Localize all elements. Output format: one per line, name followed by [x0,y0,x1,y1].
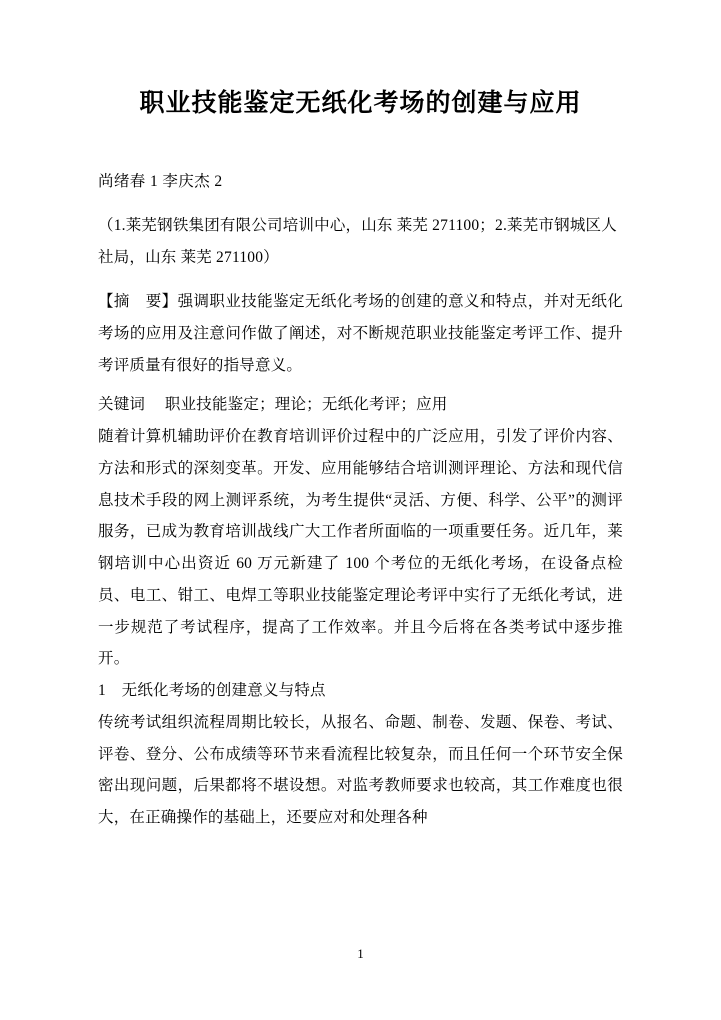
affiliation-line: （1.莱芜钢铁集团有限公司培训中心，山东 莱芜 271100；2.莱芜市钢城区人社局，山东 莱芜 271100） [98,217,617,267]
body-paragraph-1: 随着计算机辅助评价在教育培训评价过程中的广泛应用，引发了评价内容、方法和形式的深刻变革。开发、应用能够结合培训测评理论、方法和现代信息技术手段的网上测评系统，为考生提供“灵活、方便、科学、公平”的测评服务，已成为教育培训战线广大工作者所面临的一项重要任务。近几年，莱钢培训中心出资近 60 万元新建了 100 个考位的无纸化考场，在设备点检员、电工、钳工、电焊工等职业技能鉴定理论考评中实行了无纸化考试，进一步规范了考试程序，提高了工作效率。并且今后将在各类考试中逐步推开。 [98,428,623,668]
page-number: 1 [357,946,364,961]
author-line: 尚绪春 1 李庆杰 2 [98,173,223,190]
abstract-paragraph: 【摘 要】强调职业技能鉴定无纸化考场的创建的意义和特点，并对无纸化考场的应用及注意问作做了阐述，对不断规范职业技能鉴定考评工作、提升考评质量有很好的指导意义。 [98,292,623,374]
keywords-line: 关键词 职业技能鉴定；理论；无纸化考评；应用 [98,396,448,414]
page-title: 职业技能鉴定无纸化考场的创建与应用 [139,90,582,117]
section-heading-1: 1 无纸化考场的创建意义与特点 [98,682,326,700]
body-paragraph-2: 传统考试组织流程周期比较长，从报名、命题、制卷、发题、保卷、考试、评卷、登分、公布成绩等环节来看流程比较复杂，而且任何一个环节安全保密出现问题，后果都将不堪设想。对监考教师要求也较高，其工作难度也很大，在正确操作的基础上，还要应对和处理各种 [98,713,623,827]
